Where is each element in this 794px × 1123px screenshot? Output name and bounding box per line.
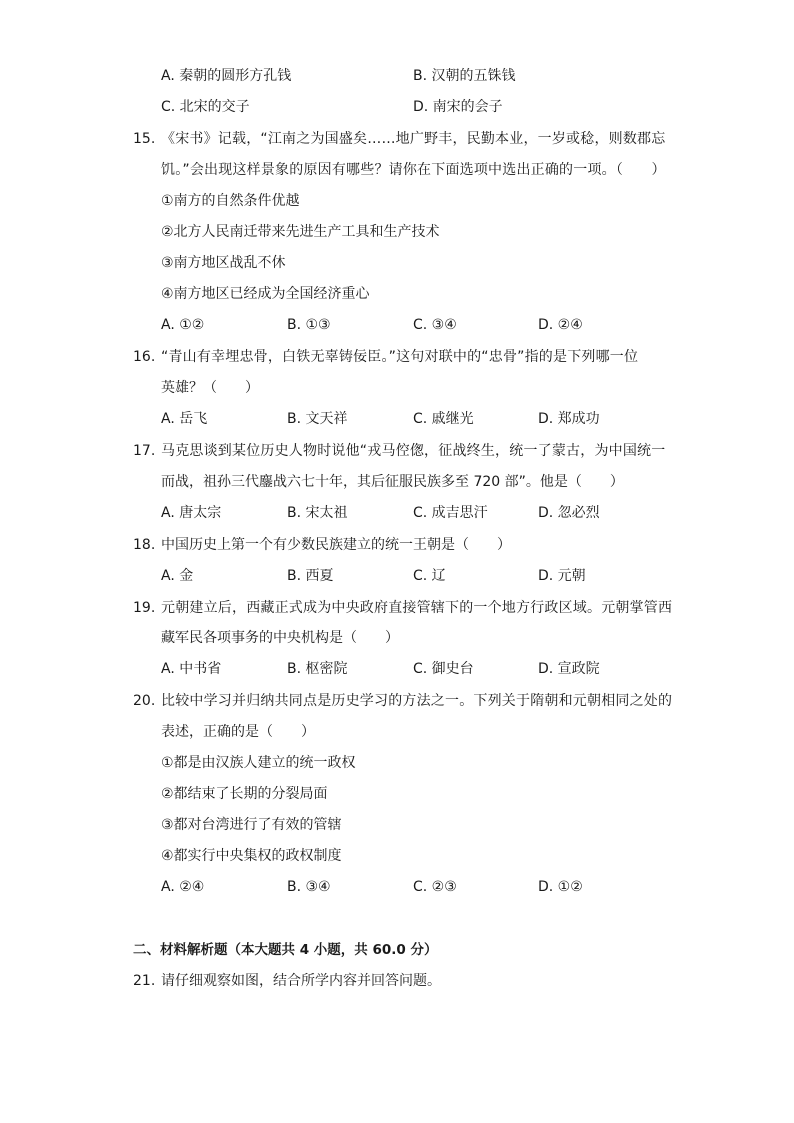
q19-stem-line-2: 藏军民各项事务的中央机构是（ ）: [161, 630, 399, 646]
q17-option-b: B. 宋太祖: [287, 505, 348, 521]
q19-option-a: A. 中书省: [161, 661, 222, 677]
q17-option-d: D. 忽必烈: [538, 505, 600, 521]
q15-statement-2: ②北方人民南迁带来先进生产工具和生产技术: [161, 224, 440, 240]
q16-option-c: C. 戚继光: [413, 411, 474, 427]
q18-stem-line-1: 中国历史上第一个有少数民族建立的统一王朝是（ ）: [161, 537, 511, 553]
q20-statement-4: ④都实行中央集权的政权制度: [161, 848, 342, 864]
q19-option-b: B. 枢密院: [287, 661, 348, 677]
q19-option-c: C. 御史台: [413, 661, 474, 677]
q20-statement-3: ③都对台湾进行了有效的管辖: [161, 817, 342, 833]
q20-option-c: C. ②③: [413, 879, 457, 895]
q19-option-d: D. 宣政院: [538, 661, 600, 677]
q20-option-a: A. ②④: [161, 879, 205, 895]
q17-number: 17.: [133, 443, 156, 459]
q15-option-a: A. ①②: [161, 317, 205, 333]
q16-option-a: A. 岳飞: [161, 411, 208, 427]
section-2-heading: 二、材料解析题（本大题共 4 小题，共 60.0 分）: [133, 942, 438, 958]
q20-stem-line-1: 比较中学习并归纳共同点是历史学习的方法之一。下列关于隋朝和元朝相同之处的: [161, 693, 673, 709]
q19-stem-line-1: 元朝建立后，西藏正式成为中央政府直接管辖下的一个地方行政区域。元朝掌管西: [161, 600, 673, 616]
q20-statement-2: ②都结束了长期的分裂局面: [161, 786, 328, 802]
q16-number: 16.: [133, 349, 156, 365]
q14-option-b: B. 汉朝的五铢钱: [413, 68, 516, 84]
q15-option-b: B. ①③: [287, 317, 331, 333]
q14-option-d: D. 南宋的会子: [413, 99, 503, 115]
q21-stem: 请仔细观察如图，结合所学内容并回答问题。: [161, 973, 441, 989]
q14-option-a: A. 秦朝的圆形方孔钱: [161, 68, 292, 84]
q15-statement-3: ③南方地区战乱不休: [161, 255, 286, 271]
q17-stem-line-2: 而战，祖孙三代鏖战六七十年，其后征服民族多至 720 部”。他是（ ）: [161, 474, 624, 490]
q18-option-b: B. 西夏: [287, 568, 334, 584]
q16-stem-line-1: “青山有幸埋忠骨，白铁无辜铸佞臣。”这句对联中的“忠骨”指的是下列哪一位: [161, 349, 639, 365]
q15-statement-1: ①南方的自然条件优越: [161, 193, 300, 209]
q18-number: 18.: [133, 537, 156, 553]
q15-option-d: D. ②④: [538, 317, 583, 333]
q16-option-b: B. 文天祥: [287, 411, 348, 427]
q17-option-a: A. 唐太宗: [161, 505, 222, 521]
q18-option-c: C. 辽: [413, 568, 446, 584]
q20-option-d: D. ①②: [538, 879, 583, 895]
q20-statement-1: ①都是由汉族人建立的统一政权: [161, 755, 356, 771]
q15-stem-line-2: 饥。”会出现这样景象的原因有哪些？请你在下面选项中选出正确的一项。（ ）: [161, 162, 666, 178]
q18-option-d: D. 元朝: [538, 568, 586, 584]
q20-number: 20.: [133, 693, 156, 709]
q16-stem-line-2: 英雄？（ ）: [161, 380, 259, 396]
q17-stem-line-1: 马克思谈到某位历史人物时说他“戎马倥偬，征战终生，统一了蒙古，为中国统一: [161, 443, 666, 459]
q14-option-c: C. 北宋的交子: [161, 99, 250, 115]
q20-option-b: B. ③④: [287, 879, 331, 895]
q15-number: 15.: [133, 131, 156, 147]
q15-stem-line-1: 《宋书》记载，“江南之为国盛矣……地广野丰，民勤本业，一岁或稔，则数郡忘: [161, 131, 666, 147]
q18-option-a: A. 金: [161, 568, 194, 584]
q21-number: 21.: [133, 973, 156, 989]
q15-option-c: C. ③④: [413, 317, 457, 333]
q15-statement-4: ④南方地区已经成为全国经济重心: [161, 286, 370, 302]
q19-number: 19.: [133, 600, 156, 616]
q20-stem-line-2: 表述，正确的是（ ）: [161, 724, 315, 740]
q16-option-d: D. 郑成功: [538, 411, 600, 427]
q17-option-c: C. 成吉思汗: [413, 505, 488, 521]
